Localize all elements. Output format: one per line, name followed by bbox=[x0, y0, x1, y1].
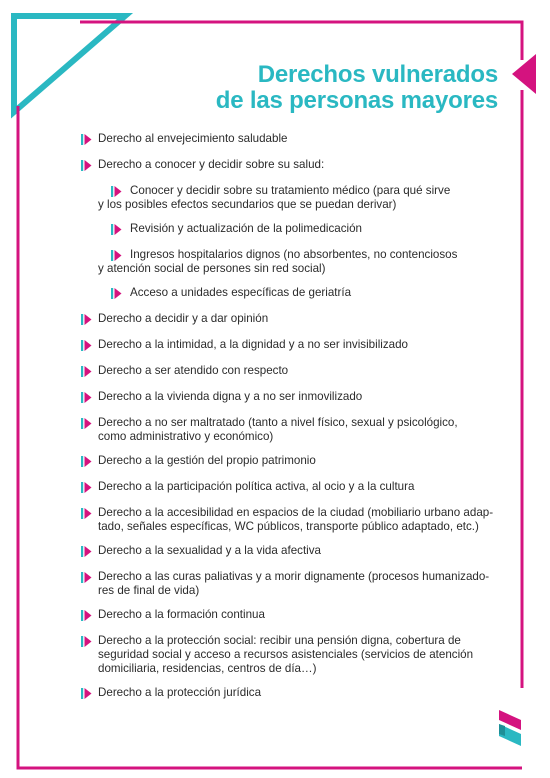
list-item-text: tado, señales específicas, WC públicos, transporte público adaptado, etc.) bbox=[98, 520, 479, 533]
bullet-arrow-icon bbox=[81, 340, 93, 351]
sub-list-item bbox=[78, 248, 508, 276]
list-item-text: Derecho a decidir y a dar opinión bbox=[98, 312, 269, 325]
bullet-arrow-icon bbox=[111, 224, 123, 235]
bullet-arrow-icon bbox=[81, 636, 93, 647]
list-item bbox=[78, 364, 508, 378]
list-item-text: Derecho a conocer y decidir sobre su salud: bbox=[98, 158, 325, 171]
list-item-text: seguridad social y acceso a recursos asistenciales (servicios de atención bbox=[98, 648, 474, 661]
list-item-text: y atención social de persones sin red social) bbox=[98, 262, 326, 275]
list-item-text: Derecho al envejecimiento saludable bbox=[98, 132, 288, 145]
list-item-text: Ingresos hospitalarios dignos (no absorbentes, no contenciosos bbox=[130, 248, 458, 261]
list-item bbox=[78, 506, 508, 534]
list-item-text: domiciliaria, residencias, centros de día…) bbox=[98, 662, 317, 675]
sub-list-item bbox=[78, 222, 508, 236]
list-item bbox=[78, 312, 508, 326]
list-item-text: Derecho a las curas paliativas y a morir dignamente (procesos humanizado- bbox=[98, 570, 490, 583]
list-item bbox=[78, 416, 508, 444]
teal-corner-triangle bbox=[14, 16, 125, 112]
list-item bbox=[78, 480, 508, 494]
list-item-text: Derecho a la sexualidad y a la vida afectiva bbox=[98, 544, 321, 557]
bullet-arrow-icon bbox=[81, 314, 93, 325]
list-item bbox=[78, 338, 508, 352]
bullet-arrow-icon bbox=[81, 366, 93, 377]
brand-logo-icon bbox=[495, 706, 529, 752]
list-item bbox=[78, 454, 508, 468]
list-item bbox=[78, 132, 508, 146]
list-item-text: Derecho a la participación política activa, al ocio y a la cultura bbox=[98, 480, 415, 493]
list-item-text: y los posibles efectos secundarios que se puedan derivar) bbox=[98, 198, 397, 211]
bullet-arrow-icon bbox=[111, 250, 123, 261]
list-item-text: Derecho a la gestión del propio patrimonio bbox=[98, 454, 316, 467]
bullet-arrow-icon bbox=[81, 456, 93, 467]
list-item-text: Derecho a la accesibilidad en espacios de la ciudad (mobiliario urbano adap- bbox=[98, 506, 494, 519]
sub-list-item bbox=[78, 184, 508, 212]
bullet-arrow-icon bbox=[81, 134, 93, 145]
list-item bbox=[78, 686, 508, 700]
bullet-arrow-icon bbox=[81, 508, 93, 519]
list-item-text: Derecho a la intimidad, a la dignidad y a no ser invisibilizado bbox=[98, 338, 408, 351]
list-item-text: Derecho a la formación continua bbox=[98, 608, 265, 621]
list-item-text: Conocer y decidir sobre su tratamiento médico (para qué sirve bbox=[130, 184, 451, 197]
bullet-arrow-icon bbox=[81, 418, 93, 429]
list-item-text: res de final de vida) bbox=[98, 584, 200, 597]
bullet-arrow-icon bbox=[81, 546, 93, 557]
list-item bbox=[78, 570, 508, 598]
title-line-2: de las personas mayores bbox=[215, 87, 498, 114]
list-item-text: Derecho a la protección social: recibir una pensión digna, cobertura de bbox=[98, 634, 461, 647]
bullet-arrow-icon bbox=[81, 482, 93, 493]
title-line-1: Derechos vulnerados bbox=[257, 61, 498, 88]
bullet-arrow-icon bbox=[111, 186, 123, 197]
list-item bbox=[78, 608, 508, 622]
bullet-arrow-icon bbox=[81, 572, 93, 583]
list-item-text: Acceso a unidades específicas de geriatría bbox=[130, 286, 352, 299]
list-item bbox=[78, 390, 508, 404]
list-item-text: Revisión y actualización de la polimedicación bbox=[130, 222, 362, 235]
list-item-text: como administrativo y económico) bbox=[98, 430, 274, 443]
list-item-text: Derecho a no ser maltratado (tanto a nivel físico, sexual y psicológico, bbox=[98, 416, 458, 429]
bullet-arrow-icon bbox=[81, 392, 93, 403]
list-item bbox=[78, 634, 508, 676]
bullet-arrow-icon bbox=[81, 688, 93, 699]
page-title bbox=[216, 62, 498, 114]
magenta-frame-top bbox=[80, 22, 522, 60]
list-item-text: Derecho a la protección jurídica bbox=[98, 686, 262, 699]
list-item-text: Derecho a ser atendido con respecto bbox=[98, 364, 289, 377]
bullet-arrow-icon bbox=[81, 160, 93, 171]
bullet-arrow-icon bbox=[111, 288, 123, 299]
list-item-text: Derecho a la vivienda digna y a no ser inmovilizado bbox=[98, 390, 363, 403]
sub-list-item bbox=[78, 286, 508, 300]
magenta-title-arrow bbox=[512, 54, 536, 94]
list-item bbox=[78, 544, 508, 558]
bullet-arrow-icon bbox=[81, 610, 93, 621]
list-item bbox=[78, 158, 508, 172]
